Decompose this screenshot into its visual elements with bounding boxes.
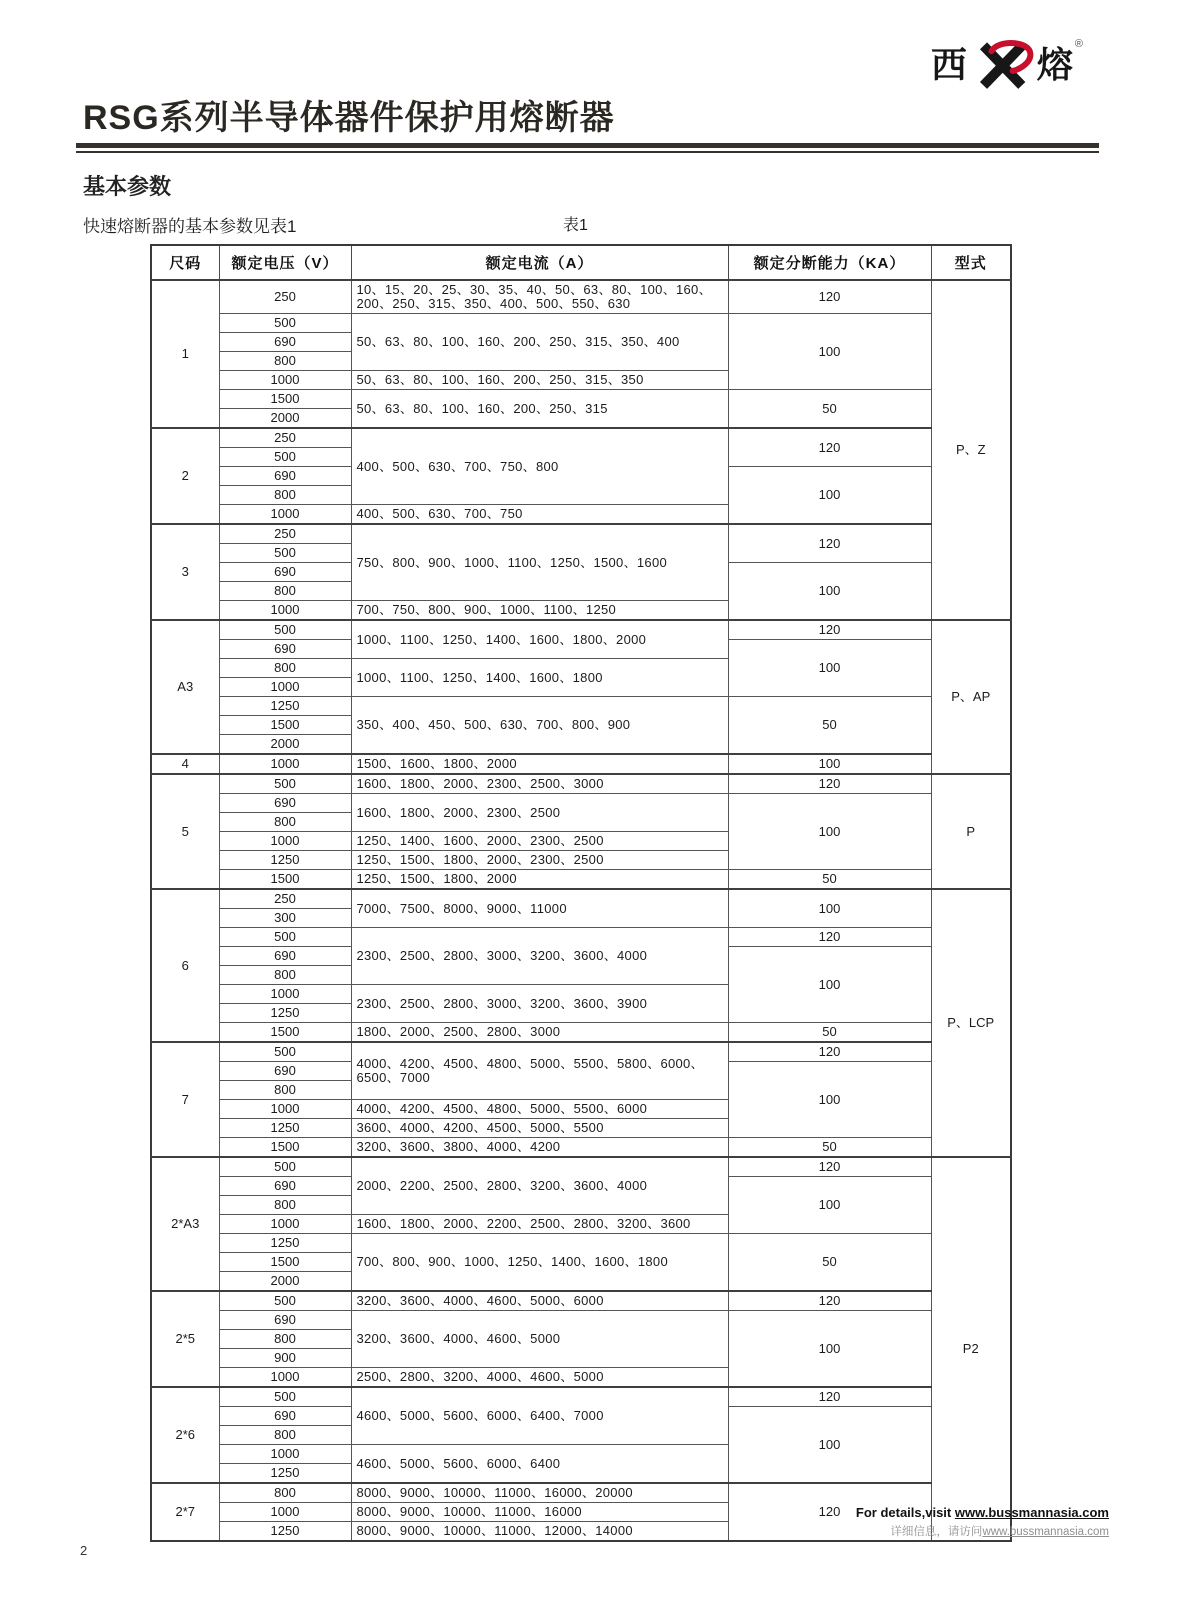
table-row (151, 697, 1011, 716)
voltage-cell: 2000 (219, 1272, 351, 1292)
table-intro-text: 快速熔断器的基本参数见表1 (83, 217, 297, 236)
voltage-cell: 690 (219, 794, 351, 813)
table-row (151, 1157, 1011, 1177)
current-cell: 1000、1100、1250、1400、1600、1800、2000 (351, 620, 728, 659)
breaking-capacity-cell: 100 (728, 1407, 931, 1484)
type-cell: P、AP (931, 620, 1011, 774)
table-row (151, 1291, 1011, 1311)
voltage-cell: 690 (219, 640, 351, 659)
current-cell: 1600、1800、2000、2300、2500、3000 (351, 774, 728, 794)
table-row (151, 1483, 1011, 1503)
breaking-capacity-cell: 120 (728, 1042, 931, 1062)
current-cell: 3200、3600、3800、4000、4200 (351, 1138, 728, 1158)
size-cell: 2 (151, 428, 219, 524)
current-cell: 4000、4200、4500、4800、5000、5500、5800、6000、6500、7000 (351, 1042, 728, 1100)
table-row (151, 754, 1011, 774)
breaking-capacity-cell: 120 (728, 1157, 931, 1177)
current-cell: 1600、1800、2000、2300、2500 (351, 794, 728, 832)
table-row (151, 620, 1011, 640)
current-cell: 2300、2500、2800、3000、3200、3600、4000 (351, 928, 728, 985)
table-row (151, 889, 1011, 909)
breaking-capacity-cell: 120 (728, 774, 931, 794)
logo-suffix-text: 熔 (1036, 44, 1073, 85)
voltage-cell: 690 (219, 467, 351, 486)
voltage-cell: 1250 (219, 1464, 351, 1484)
voltage-cell: 1500 (219, 1138, 351, 1158)
voltage-cell: 800 (219, 966, 351, 985)
voltage-cell: 1250 (219, 1004, 351, 1023)
voltage-cell: 800 (219, 659, 351, 678)
voltage-cell: 1250 (219, 1119, 351, 1138)
current-cell: 3200、3600、4000、4600、5000、6000 (351, 1291, 728, 1311)
type-cell: P、LCP (931, 889, 1011, 1157)
header-current: 额定电流（A） (351, 245, 728, 280)
table-row (151, 1042, 1011, 1062)
current-cell: 400、500、630、700、750、800 (351, 428, 728, 505)
voltage-cell: 300 (219, 909, 351, 928)
voltage-cell: 500 (219, 1157, 351, 1177)
footer-en-link[interactable]: www.bussmannasia.com (954, 1505, 1109, 1520)
voltage-cell: 690 (219, 333, 351, 352)
footer-en-prefix: For details,visit (855, 1505, 955, 1520)
voltage-cell: 250 (219, 889, 351, 909)
voltage-cell: 1000 (219, 754, 351, 774)
type-cell: P2 (931, 1157, 1011, 1541)
current-cell: 2300、2500、2800、3000、3200、3600、3900 (351, 985, 728, 1023)
breaking-capacity-cell: 100 (728, 1062, 931, 1138)
voltage-cell: 690 (219, 563, 351, 582)
voltage-cell: 250 (219, 280, 351, 314)
breaking-capacity-cell: 100 (728, 563, 931, 621)
title-divider (76, 143, 1099, 153)
voltage-cell: 690 (219, 1311, 351, 1330)
voltage-cell: 1000 (219, 1445, 351, 1464)
voltage-cell: 500 (219, 1042, 351, 1062)
header-type: 型式 (931, 245, 1011, 280)
voltage-cell: 1250 (219, 697, 351, 716)
current-cell: 1250、1500、1800、2000、2300、2500 (351, 851, 728, 870)
voltage-cell: 1500 (219, 1023, 351, 1043)
voltage-cell: 800 (219, 1081, 351, 1100)
current-cell: 8000、9000、10000、11000、16000、20000 (351, 1483, 728, 1503)
logo-prefix-text: 西 (930, 44, 967, 85)
current-cell: 4600、5000、5600、6000、6400 (351, 1445, 728, 1484)
voltage-cell: 800 (219, 582, 351, 601)
breaking-capacity-cell: 50 (728, 390, 931, 429)
size-cell: 2*6 (151, 1387, 219, 1483)
current-cell: 4600、5000、5600、6000、6400、7000 (351, 1387, 728, 1445)
table-row (151, 280, 1011, 314)
voltage-cell: 690 (219, 1177, 351, 1196)
voltage-cell: 690 (219, 1407, 351, 1426)
breaking-capacity-cell: 100 (728, 754, 931, 774)
size-cell: 7 (151, 1042, 219, 1157)
footer-line-en (856, 1505, 1109, 1520)
footer-cn-link[interactable]: www.bussmannasia.com (982, 1526, 1109, 1538)
breaking-capacity-cell: 120 (728, 1291, 931, 1311)
breaking-capacity-cell: 100 (728, 889, 931, 928)
breaking-capacity-cell: 100 (728, 314, 931, 390)
table-row (151, 794, 1011, 813)
brand-logo (931, 36, 1083, 94)
voltage-cell: 500 (219, 620, 351, 640)
breaking-capacity-cell: 120 (728, 1387, 931, 1407)
current-cell: 50、63、80、100、160、200、250、315、350 (351, 371, 728, 390)
voltage-cell: 500 (219, 928, 351, 947)
current-cell: 4000、4200、4500、4800、5000、5500、6000 (351, 1100, 728, 1119)
breaking-capacity-cell: 120 (728, 1483, 931, 1541)
breaking-capacity-cell: 120 (728, 280, 931, 314)
voltage-cell: 800 (219, 1426, 351, 1445)
voltage-cell: 500 (219, 774, 351, 794)
table-row (151, 428, 1011, 448)
table-row (151, 774, 1011, 794)
voltage-cell: 1000 (219, 1368, 351, 1388)
current-cell: 1500、1600、1800、2000 (351, 754, 728, 774)
breaking-capacity-cell: 50 (728, 1138, 931, 1158)
breaking-capacity-cell: 50 (728, 870, 931, 890)
size-cell: 4 (151, 754, 219, 774)
footer-cn-prefix: 详细信息，请访问 (890, 1526, 983, 1538)
voltage-cell: 250 (219, 524, 351, 544)
table-row (151, 1234, 1011, 1253)
voltage-cell: 500 (219, 314, 351, 333)
voltage-cell: 1500 (219, 1253, 351, 1272)
table-caption: 表1 (563, 217, 588, 234)
voltage-cell: 1250 (219, 1522, 351, 1542)
table-header-row (151, 245, 1011, 280)
current-cell: 8000、9000、10000、11000、12000、14000 (351, 1522, 728, 1542)
voltage-cell: 1000 (219, 985, 351, 1004)
current-cell: 3600、4000、4200、4500、5000、5500 (351, 1119, 728, 1138)
current-cell: 350、400、450、500、630、700、800、900 (351, 697, 728, 755)
current-cell: 2500、2800、3200、4000、4600、5000 (351, 1368, 728, 1388)
voltage-cell: 800 (219, 1196, 351, 1215)
table-row (151, 314, 1011, 333)
voltage-cell: 500 (219, 448, 351, 467)
voltage-cell: 500 (219, 1291, 351, 1311)
voltage-cell: 800 (219, 1483, 351, 1503)
voltage-cell: 1000 (219, 601, 351, 621)
size-cell: 1 (151, 280, 219, 428)
current-cell: 1250、1500、1800、2000 (351, 870, 728, 890)
current-cell: 2000、2200、2500、2800、3200、3600、4000 (351, 1157, 728, 1215)
voltage-cell: 1000 (219, 1215, 351, 1234)
table-row (151, 390, 1011, 409)
voltage-cell: 1250 (219, 851, 351, 870)
voltage-cell: 800 (219, 352, 351, 371)
size-cell: 2*7 (151, 1483, 219, 1541)
voltage-cell: 1000 (219, 832, 351, 851)
breaking-capacity-cell: 50 (728, 1023, 931, 1043)
logo-xr-monogram-icon (969, 36, 1035, 94)
breaking-capacity-cell: 120 (728, 928, 931, 947)
current-cell: 700、750、800、900、1000、1100、1250 (351, 601, 728, 621)
breaking-capacity-cell: 100 (728, 640, 931, 697)
current-cell: 750、800、900、1000、1100、1250、1500、1600 (351, 524, 728, 601)
current-cell: 50、63、80、100、160、200、250、315、350、400 (351, 314, 728, 371)
voltage-cell: 800 (219, 1330, 351, 1349)
breaking-capacity-cell: 120 (728, 620, 931, 640)
voltage-cell: 690 (219, 1062, 351, 1081)
voltage-cell: 1000 (219, 1503, 351, 1522)
voltage-cell: 1250 (219, 1234, 351, 1253)
footer-line-cn (856, 1523, 1109, 1539)
voltage-cell: 1000 (219, 505, 351, 525)
size-cell: 5 (151, 774, 219, 889)
current-cell: 1000、1100、1250、1400、1600、1800 (351, 659, 728, 697)
section-heading: 基本参数 (83, 174, 172, 199)
current-cell: 400、500、630、700、750 (351, 505, 728, 525)
table-row (151, 870, 1011, 890)
registered-mark: ® (1074, 38, 1083, 50)
table-row (151, 1023, 1011, 1043)
current-cell: 7000、7500、8000、9000、11000 (351, 889, 728, 928)
table-row (151, 1387, 1011, 1407)
breaking-capacity-cell: 100 (728, 794, 931, 870)
header-size: 尺码 (151, 245, 219, 280)
voltage-cell: 1500 (219, 870, 351, 890)
size-cell: 6 (151, 889, 219, 1042)
voltage-cell: 500 (219, 544, 351, 563)
page-number: 2 (80, 1543, 88, 1558)
voltage-cell: 690 (219, 947, 351, 966)
current-cell: 1250、1400、1600、2000、2300、2500 (351, 832, 728, 851)
table-row (151, 524, 1011, 544)
current-cell: 1800、2000、2500、2800、3000 (351, 1023, 728, 1043)
size-cell: 3 (151, 524, 219, 620)
size-cell: A3 (151, 620, 219, 754)
voltage-cell: 500 (219, 1387, 351, 1407)
current-cell: 1600、1800、2000、2200、2500、2800、3200、3600 (351, 1215, 728, 1234)
breaking-capacity-cell: 100 (728, 467, 931, 525)
voltage-cell: 800 (219, 813, 351, 832)
header-voltage: 额定电压（V） (219, 245, 351, 280)
voltage-cell: 900 (219, 1349, 351, 1368)
table-row (151, 1138, 1011, 1158)
voltage-cell: 1000 (219, 371, 351, 390)
voltage-cell: 2000 (219, 735, 351, 755)
current-cell: 50、63、80、100、160、200、250、315 (351, 390, 728, 429)
voltage-cell: 1000 (219, 1100, 351, 1119)
table-row (151, 1311, 1011, 1330)
current-cell: 10、15、20、25、30、35、40、50、63、80、100、160、200、250、315、350、400、500、550、630 (351, 280, 728, 314)
breaking-capacity-cell: 120 (728, 428, 931, 467)
voltage-cell: 1000 (219, 678, 351, 697)
current-cell: 8000、9000、10000、11000、16000 (351, 1503, 728, 1522)
voltage-cell: 1500 (219, 716, 351, 735)
breaking-capacity-cell: 100 (728, 1177, 931, 1234)
header-breaking-capacity: 额定分断能力（KA） (728, 245, 931, 280)
breaking-capacity-cell: 50 (728, 1234, 931, 1292)
breaking-capacity-cell: 50 (728, 697, 931, 755)
parameters-table (150, 244, 1010, 1542)
breaking-capacity-cell: 100 (728, 947, 931, 1023)
page-title: RSG系列半导体器件保护用熔断器 (83, 99, 615, 137)
voltage-cell: 2000 (219, 409, 351, 429)
type-cell: P (931, 774, 1011, 889)
table-row (151, 928, 1011, 947)
size-cell: 2*5 (151, 1291, 219, 1387)
breaking-capacity-cell: 100 (728, 1311, 931, 1388)
voltage-cell: 800 (219, 486, 351, 505)
page-footer (856, 1505, 1109, 1539)
voltage-cell: 1500 (219, 390, 351, 409)
voltage-cell: 250 (219, 428, 351, 448)
breaking-capacity-cell: 120 (728, 524, 931, 563)
current-cell: 700、800、900、1000、1250、1400、1600、1800 (351, 1234, 728, 1292)
table-body (151, 280, 1011, 1541)
current-cell: 3200、3600、4000、4600、5000 (351, 1311, 728, 1368)
type-cell: P、Z (931, 280, 1011, 620)
size-cell: 2*A3 (151, 1157, 219, 1291)
